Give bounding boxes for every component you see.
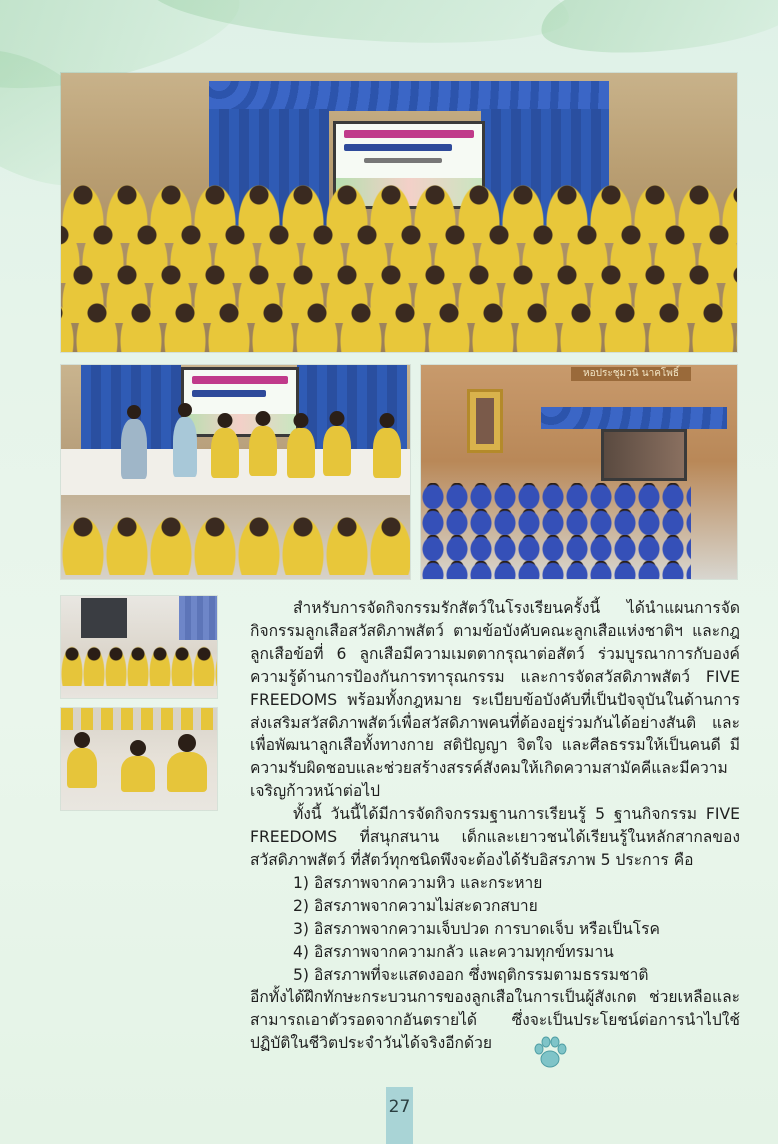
student-figure	[323, 411, 351, 511]
page-number-tab	[386, 1087, 413, 1144]
freedom-item: 2) อิสรภาพจากความไม่สะดวกสบาย	[293, 896, 538, 915]
paragraph: สำหรับการจัดกิจกรรมรักสัตว์ในโรงเรียนครั้งนี้ ได้นำแผนการจัดกิจกรรมลูกเสือสวัสดิภาพสัตว์ ตามข้อบังคับคณะลูกเสือแห่งชาติฯ และกฎลูกเสือข้อที่ 6 ลูกเสือมีความเมตตากรุณาต่อสัตว์ ร่วมบูรณาการกับองค์ความรู้ด้านการป้องกันการทารุณกรรม และการจัดสวัสดิภาพสัตว์ FIVE FREEDOMS พร้อมทั้งกฎหมาย ระเบียบข้อบังคับที่เป็นปัจจุบันในด้านการส่งเสริมสวัสดิภาพสัตว์เพื่อสวัสดิภาพคนที่ต้องอยู่ร่วมกันได้อย่างสันติ และเพื่อพัฒนาลูกเสือทั้งทางกาย สติปัญญา จิตใจ และศีลธรรมให้เป็นคนดี มีความรับผิดชอบและช่วยสร้างสรรค์สังคมให้เกิดความสามัคคีและมีความเจริญก้าวหน้าต่อไป	[250, 599, 740, 801]
student-figure	[121, 740, 155, 800]
freedom-item: 4) อิสรภาพจากความกลัว และความทุกข์ทรมาน	[293, 942, 614, 961]
group-photo	[61, 73, 737, 352]
hall-photo	[421, 365, 737, 579]
projection-screen	[601, 429, 687, 481]
student-figure	[211, 413, 239, 513]
seated-students	[421, 483, 691, 579]
student-figure	[67, 732, 97, 802]
paragraph: ทั้งนี้ วันนี้ได้มีการจัดกิจกรรมฐานการเรียนรู้ 5 ฐานกิจกรรม FIVE FREEDOMS ที่สนุกสนาน เด็กและเยาวชนได้เรียนรู้ในหลักสากลของสวัสดิภาพสัตว์ ที่สัตว์ทุกชนิดพึงจะต้องได้รับอิสรภาพ 5 ประการ คือ	[250, 805, 740, 869]
stage-activity-photo	[61, 365, 410, 579]
student-figure	[173, 403, 197, 513]
royal-portrait	[467, 389, 503, 453]
page-number: 27	[388, 1097, 411, 1117]
student-figure	[373, 413, 401, 513]
seated-students	[61, 646, 217, 698]
student-figure	[287, 413, 315, 513]
stage-valance	[209, 81, 609, 111]
seated-students	[61, 515, 410, 575]
student-figure	[249, 411, 277, 511]
projection-screen	[181, 367, 299, 437]
paw-icon	[532, 1036, 568, 1070]
decorative-leaf	[537, 0, 778, 63]
article-body	[250, 597, 740, 1055]
freedom-item: 1) อิสรภาพจากความหิว และกระหาย	[293, 873, 543, 892]
freedom-item: 3) อิสรภาพจากความเจ็บปวด การบาดเจ็บ หรือเป็นโรค	[293, 919, 660, 938]
hall-sign-text: หอประชุมวนิ นาคโพธิ์	[583, 368, 679, 379]
stage-valance	[541, 407, 727, 429]
activity-photo	[61, 708, 217, 810]
hall-sign	[571, 367, 691, 381]
student-row	[61, 301, 737, 352]
student-figure	[167, 734, 207, 806]
freedom-item: 5) อิสรภาพที่จะแสดงออก ซึ่งพฤติกรรมตามธรรมชาติ	[293, 965, 649, 984]
paragraph: อีกทั้งได้ฝึกทักษะกระบวนการของลูกเสือในการเป็นผู้สังเกต ช่วยเหลือและสามารถเอาตัวรอดจากอันตรายได้ ซึ่งจะเป็นประโยชน์ต่อการนำไปใช้ปฏิบัติในชีวิตประจำวันได้จริงอีกด้วย	[250, 988, 740, 1053]
student-figure	[121, 405, 147, 515]
classroom-photo	[61, 596, 217, 698]
